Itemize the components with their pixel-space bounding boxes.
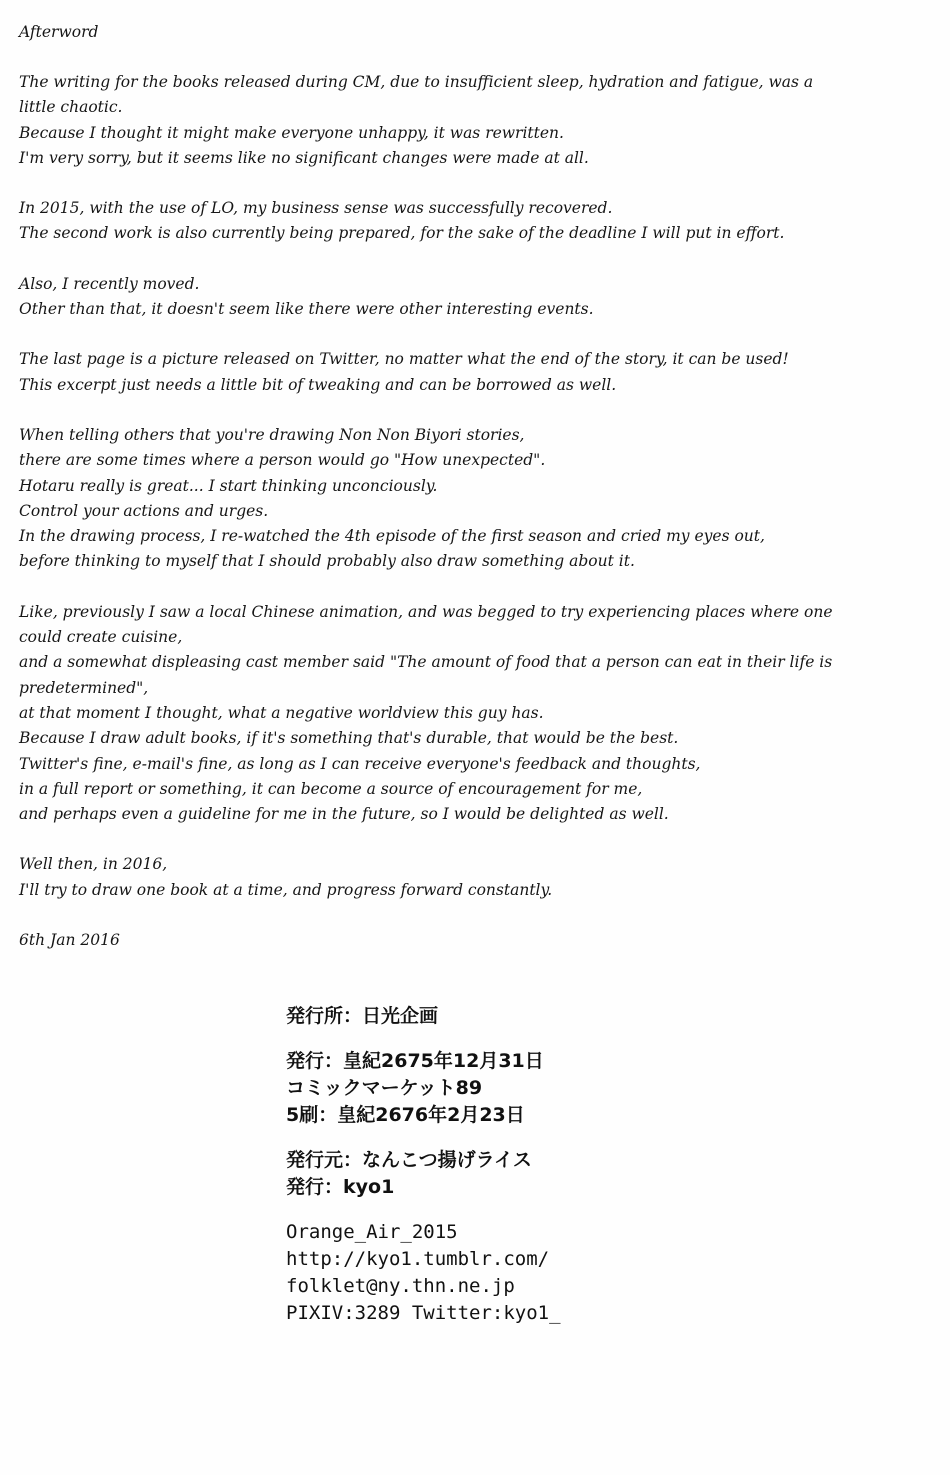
issue-date-line: 発行：皇紀2675年12月31日 [286,1050,544,1072]
website-url: http://kyo1.tumblr.com/ [286,1248,550,1270]
afterword-title: Afterword [19,23,99,41]
text-line: predetermined", [19,678,149,697]
colophon-contact-block [286,1219,706,1327]
colophon [286,1003,706,1327]
publisher-line: 発行所：日光企画 [286,1005,439,1027]
text-line: Because I draw adult books, if it's something that's durable, that would be the best. [19,729,679,748]
text-line: Other than that, it doesn't seem like there were other interesting events. [19,300,594,319]
text-line: and perhaps even a guideline for me in the future, so I would be delighted as well. [19,805,669,824]
colophon-issuer-block [286,1147,706,1201]
event-line: コミックマーケット89 [286,1077,483,1099]
text-line: The second work is also currently being prepared, for the sake of the deadline I will put in effort. [19,224,785,243]
text-line: at that moment I thought, what a negative worldview this guy has. [19,703,544,722]
text-line: could create cuisine, [19,628,183,647]
colophon-publisher-block [286,1003,706,1030]
paragraph [19,423,919,575]
social-accounts: PIXIV:3289 Twitter:kyo1_ [286,1302,561,1324]
text-line: In 2015, with the use of LO, my business sense was successfully recovered. [19,199,613,218]
text-line: little chaotic. [19,98,123,117]
text-line: The writing for the books released during CM, due to insufficient sleep, hydration and fatigue, was a [19,73,814,91]
author-line: 発行：kyo1 [286,1176,395,1198]
text-line: and a somewhat displeasing cast member said "The amount of food that a person can eat in their life is [19,653,833,672]
text-line: Well then, in 2016, [19,855,168,874]
text-line: When telling others that you're drawing Non Non Biyori stories, [19,425,525,444]
text-line: Like, previously I saw a local Chinese animation, and was begged to try experiencing places where one [19,602,833,621]
printing-line: 5刷：皇紀2676年2月23日 [286,1104,525,1126]
paragraph [19,272,919,323]
text-line: In the drawing process, I re-watched the 4th episode of the first season and cried my eyes out, [19,527,765,546]
paragraph [19,70,919,171]
text-line: This excerpt just needs a little bit of tweaking and can be borrowed as well. [19,375,617,394]
text-line: The last page is a picture released on Twitter, no matter what the end of the story, it can be used! [19,350,789,369]
text-line: in a full report or something, it can become a source of encouragement for me, [19,779,643,798]
paragraph [19,347,919,398]
text-line: Twitter's fine, e-mail's fine, as long as I can receive everyone's feedback and thoughts, [19,754,701,773]
text-line: Because I thought it might make everyone unhappy, it was rewritten. [19,123,564,142]
colophon-dates-block [286,1048,706,1129]
paragraph [19,852,919,903]
email-address: folklet@ny.thn.ne.jp [286,1275,515,1297]
paragraph [19,600,919,828]
text-line: I'll try to draw one book at a time, and progress forward constantly. [19,880,553,899]
afterword-section [19,20,919,953]
text-line: Hotaru really is great... I start thinking unconciously. [19,476,438,495]
text-line: before thinking to myself that I should probably also draw something about it. [19,552,635,571]
text-line: Also, I recently moved. [19,274,200,293]
text-line: there are some times where a person would go "How unexpected". [19,451,546,470]
paragraph [19,196,919,247]
afterword-date: 6th Jan 2016 [19,931,120,950]
text-line: I'm very sorry, but it seems like no significant changes were made at all. [19,148,589,167]
text-line: Control your actions and urges. [19,501,269,520]
issuer-line: 発行元：なんこつ揚げライス [286,1149,532,1171]
circle-name: Orange_Air_2015 [286,1221,458,1243]
